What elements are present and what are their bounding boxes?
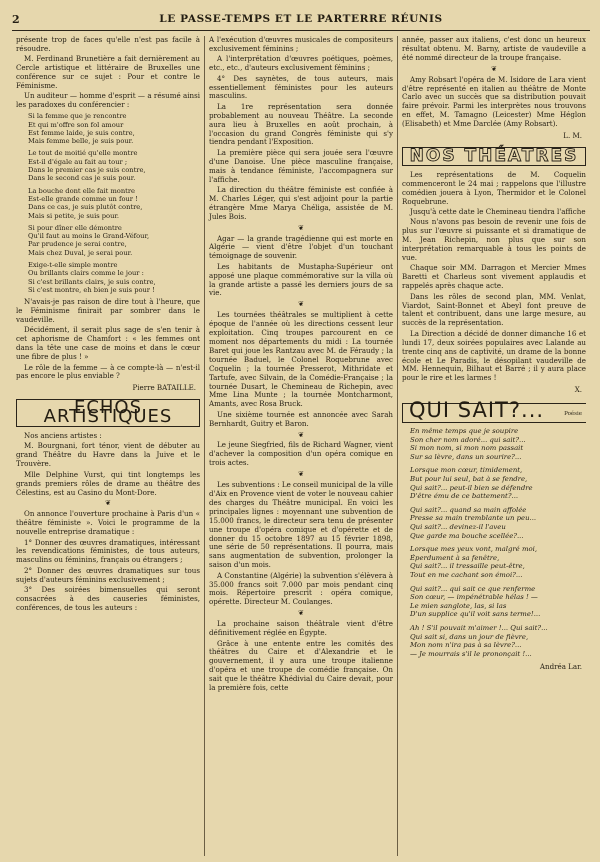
poem-line: Qui sait?... devinez-il l'aveu: [410, 522, 506, 531]
signature: X.: [574, 385, 582, 395]
paragraph: Les tournées théâtrales se multiplient à cette époque de l'année où les directions cessent leur exploitation. Cinq troupes parcourent en ce moment nos départements du midi : La tournée Baret qui joue les Rantzau avec M. de Féraudy ; la tournée Baduel, le Colonel Roquebrune avec Coquelin ; la tournée Presserot, Mithridate et Tartufe, avec Silvain, de la Comédie-Française ; la tournée Dusart, le Chemineau de Richepin, avec Mme Lina Munte ; la tournée Montcharmont, Amants, avec Rosa Bruck.: [209, 310, 393, 409]
poem-line: But pour lui seul, bat à se fendre,: [410, 475, 528, 483]
poem-line: Le mien sanglote, las, si las: [410, 601, 507, 610]
paragraph: Le jeune Siegfried, fils de Richard Wagner, vient d'achever la composition d'un opéra comique en trois actes.: [209, 440, 393, 468]
signature: Pierre BATAILLE.: [132, 383, 196, 393]
page-header: [12, 8, 590, 31]
poem-line: D'un supplice qu'il voit sans terme!...: [410, 610, 541, 619]
poem-line: Est-elle grande comme un four !: [28, 194, 138, 203]
paragraph: Chaque soir MM. Darragon et Mercier Mmes Baretti et Charleus sont vivement applaudis et rappelés après chaque acte.: [402, 263, 586, 291]
paragraph: A l'exécution d'œuvres musicales de compositeurs exclusivement féminins ;: [209, 36, 393, 53]
paragraph: Le rôle de la femme — à ce compte-là — n'est-il pas encore le plus enviable ?: [16, 362, 200, 381]
poem-stanza: [28, 187, 200, 220]
poem-line: Si mon nom, si mon nom passait: [410, 444, 524, 453]
paragraph: La direction du théâtre féministe est confiée à M. Charles Léger, qui s'est adjoint pour la partie étrangère Mme Marya Chéliga, assistée de M. Jules Bois.: [209, 185, 393, 221]
paragraph: présente trop de faces qu'elle n'est pas facile à résoudre.: [16, 36, 200, 53]
paragraph: Amy Robsart l'opéra de M. Isidore de Lara vient d'être représenté en italien au théâtre de Monte Carlo avec un succès que sa distribution pouvait faire prévoir. Parmi les interprètes nous trouvons en effet, M. Tamagno (Leicester) Mme Héglon (Elisabeth) et Mme Darclée (Amy Robsart).: [402, 74, 586, 129]
poem-stanza: [28, 112, 200, 145]
qui-sait-note: Poésie: [564, 411, 582, 418]
paragraph: Jusqu'à cette date le Chemineau tiendra l'affiche: [410, 207, 586, 216]
poem-line: Si c'est montre, eh bien je suis pour !: [28, 285, 155, 294]
poem-line: Lorsque mon cœur, timidement,: [410, 466, 523, 475]
poem-stanza: [28, 149, 200, 182]
poem-line: Dans ce cas, je suis plutôt contre,: [28, 203, 143, 212]
paragraph: La première pièce qui sera jouée sera l'œuvre d'une Danoise. Une pièce masculine française, mais à tendance féministe, l'accompagnera sur l'affiche.: [209, 147, 393, 184]
poem-line: Ou brillants clairs comme le jour :: [28, 269, 144, 278]
poem-line: Mon nom n'ira pas à sa lèvre?...: [410, 641, 522, 650]
poem-line: Est-il d'égale au fait au tour ;: [28, 157, 128, 166]
paragraph: 4° Des saynètes, de tous auteurs, mais essentiellement féministes pour les auteurs masculins.: [209, 73, 393, 101]
qui-sait-poem: [410, 427, 586, 658]
poem-line: Mais femme belle, je suis pour.: [28, 137, 134, 146]
paragraph: Une sixième tournée est annoncée avec Sarah Bernhardt, Guitry et Baron.: [209, 409, 393, 428]
paragraph: 2° Donner des œuvres dramatiques sur tous sujets d'auteurs féminins exclusivement ;: [16, 565, 200, 584]
section-title-echos: ECHOS ARTISTIQUES: [16, 399, 200, 427]
paragraph: année, passer aux italiens, c'est donc un heureux résultat obtenu. M. Barny, artiste de vaudeville a été nommé directeur de la troupe française.: [402, 36, 586, 62]
poem-line: Par prudence je serai contre,: [28, 240, 127, 249]
paragraph: A l'interprétation d'œuvres poétiques, poèmes, etc., etc., d'auteurs exclusivement féminins ;: [209, 54, 393, 73]
paragraph: Grâce à une entente entre les comités des théâtres du Caire et d'Alexandrie et le gouvernement, il y aura une troupe italienne d'opéra et une troupe de comédie française. On sait que le théâtre Khédivial du Caire devait, pour la première fois, cette: [209, 638, 393, 693]
column-2: [204, 36, 397, 856]
poem-stanza: [410, 427, 586, 461]
ornament-separator: ❦: [298, 470, 304, 479]
signature: L. M.: [563, 131, 582, 141]
qui-sait-title: QUI SAIT?...: [409, 398, 545, 423]
poem-line: Dans le premier cas je suis contre,: [28, 166, 146, 175]
poem-line: Éperdument à sa fenêtre,: [410, 553, 500, 562]
poem-line: La bouche dont elle fait montre: [28, 186, 135, 195]
poem-line: Dans le second cas je suis pour.: [28, 174, 136, 183]
paragraph: 1° Donner des œuvres dramatiques, intéressant les revendications féministes, de tous auteurs, masculins ou féminins, français ou étrangers ;: [16, 537, 200, 565]
poem-line: Exige-t-elle simple montre: [28, 261, 118, 269]
contre-pour-poem: [28, 112, 200, 294]
paragraph: M. Ferdinand Brunetière a fait dernièrement au Cercle artistique et littéraire de Bruxelles une conférence sur ce sujet : Pour et contre le Féminisme.: [16, 54, 200, 91]
poem-line: Mais chez Duval, je serai pour.: [28, 248, 133, 257]
poem-stanza: [28, 261, 200, 294]
paragraph: Agar — la grande tragédienne qui est morte en Algérie — vient d'être l'objet d'un touchant témoignage de souvenir.: [209, 233, 393, 261]
poem-stanza: [410, 545, 586, 579]
paragraph: Un auditeur — homme d'esprit — a résumé ainsi les paradoxes du conférencier :: [16, 91, 200, 110]
poem-line: Ah ! S'il pouvait m'aimer !... Qui sait?...: [410, 623, 548, 632]
poem-stanza: [410, 624, 586, 658]
paragraph: A Constantine (Algérie) la subvention s'élèvera à 35.000 francs soit 7.000 par mois pendant cinq mois. Répertoire prescrit : opéra comique, opérette. Directeur M. Coulanges.: [209, 570, 393, 607]
poem-stanza: [410, 585, 586, 619]
poem-line: Presse sa main tremblante un peu...: [410, 514, 537, 523]
poem-line: — Je mourrais s'il le prononçait !...: [410, 649, 532, 658]
signature: Andréa Lar.: [539, 662, 582, 672]
poem-line: Si c'est brillants clairs, je suis contre,: [28, 277, 156, 286]
poem-stanza: [28, 224, 200, 257]
poem-line: Son cher nom adoré... qui sait?...: [410, 435, 526, 444]
poem-line: D'être ému de ce battement?...: [410, 492, 519, 501]
paragraph: Dans les rôles de second plan, MM. Venlat, Viardot, Saint-Bonnet et Abeyl font preuve de talent et contribuent, dans une large mesure, au succès de la représentation.: [402, 291, 586, 328]
poem-line: Qu'il faut au moins le Grand-Véfour,: [28, 232, 150, 241]
paragraph: N'avais-je pas raison de dire tout à l'heure, que le Féminisme finirait par sombrer dans le vaudeville.: [16, 297, 200, 324]
page-number: 2: [12, 12, 20, 26]
poem-line: Tout en me cachant son émoi?...: [410, 570, 523, 579]
poem-line: Qui sait?... qui sait ce que renferme: [410, 584, 536, 593]
paragraph: Mlle Delphine Vurst, qui tint longtemps les grands premiers rôles de drame au théâtre des Célestins, est au Casino du Mont-Dore.: [16, 469, 200, 497]
paragraph: Nos anciens artistes :: [24, 431, 102, 441]
paragraph: Les subventions : Le conseil municipal de la ville d'Aix en Provence vient de voter le nouveau cahier des charges du Théâtre municipal. En voici les principales lignes : moyennant une subvention de 15.000 francs, le directeur sera tenu de présenter une troupe d'opéra comique et d'opérette et de donner du 15 octobre 1897 au 15 février 1898, une série de 50 représentations. Il pourra, mais sans augmentation de subvention, prolonger la saison d'un mois.: [209, 480, 393, 570]
poem-line: Son cœur, — impénétrable hélas ! —: [410, 593, 538, 602]
ornament-separator: ❦: [298, 430, 304, 439]
poem-stanza: [410, 466, 586, 500]
columns: [12, 36, 590, 856]
poem-line: Qui sait?... il tressaille peut-être,: [410, 562, 525, 571]
section-title-nos-theatres: NOS THÉATRES: [402, 147, 586, 166]
poem-line: Qui sait?... peut-il bien se défendre: [410, 483, 533, 492]
poem-line: Que garde ma bouche scellée?...: [410, 531, 524, 540]
poem-line: Le tout de moitié qu'elle montre: [28, 149, 138, 158]
ornament-separator: ❦: [298, 300, 304, 309]
paragraph: Décidément, il serait plus sage de s'en tenir à cet aphorisme de Chamfort : « les femmes ont dans la tête une case de moins et dans le cœur une fibre de plus ! »: [16, 325, 200, 362]
poem-line: Si pour dîner elle démontre: [28, 223, 122, 232]
journal-title: LE PASSE-TEMPS ET LE PARTERRE RÉUNIS: [159, 13, 443, 25]
paragraph: 3° Des soirées bimensuelles qui seront consacrées à des causeries féministes, conférences, de tous les auteurs :: [16, 585, 200, 612]
poem-stanza: [410, 506, 586, 540]
poem-line: Et qui m'offre son fol amour: [28, 120, 124, 129]
paragraph: La prochaine saison théâtrale vient d'être définitivement réglée en Égypte.: [209, 619, 393, 638]
qui-sait-heading: [402, 398, 586, 423]
paragraph: La 1re représentation sera donnée probablement au nouveau Théâtre. La seconde aura lieu à Bruxelles en août prochain, à l'occasion du grand Congrès féministe qui s'y tiendra pendant l'Exposition.: [209, 101, 393, 147]
column-1: [12, 36, 204, 856]
paragraph: Les représentations de M. Coquelin commenceront le 24 mai ; rappelons que l'illustre comédien jouera à Lyon, Thermidor et le Colonel Roquebrune.: [402, 169, 586, 206]
paragraph: M. Bourgnani, fort ténor, vient de débuter au grand Théâtre du Havre dans la Juive et le Trouvère.: [16, 441, 200, 469]
ornament-separator: ❦: [298, 609, 304, 618]
paragraph: La Direction a décidé de donner dimanche 16 et lundi 17, deux soirées populaires avec Lalande au trente cinq ans de captivité, un drame de la bonne école et Le Paradis, le désopilant vaudeville de MM. Hennequin, Bilhaut et Barré ; il y aura place pour le rire et les larmes !: [402, 328, 586, 383]
poem-line: Lorsque mes yeux vont, malgré moi,: [410, 545, 538, 554]
ornament-separator: ❦: [491, 64, 497, 73]
paragraph: Nous n'avons pas besoin de revenir une fois de plus sur l'œuvre si puissante et si dramatique de M. Jean Richepin, non plus que sur son interprétation remarquable à tous les points de vue.: [402, 217, 586, 263]
poem-line: En même temps que je soupire: [410, 427, 519, 436]
poem-line: Est femme laide, je suis contre,: [28, 128, 135, 137]
ornament-separator: ❦: [298, 223, 304, 232]
paragraph: Les habitants de Mustapha-Supérieur ont apposé une plaque commémorative sur la villa où la grande artiste a passé les derniers jours de sa vie.: [209, 261, 393, 298]
poem-line: Mais si petite, je suis pour.: [28, 211, 119, 220]
paragraph: On annonce l'ouverture prochaine à Paris d'un « théâtre féministe ». Voici le programme de la nouvelle entreprise dramatique :: [16, 509, 200, 537]
poem-line: Si la femme que je rencontre: [28, 112, 127, 121]
column-3: [397, 36, 590, 856]
poem-line: Qui sait?... quand sa main affolée: [410, 505, 527, 514]
poem-line: Sur sa lèvre, dans un sourire?...: [410, 452, 522, 461]
poem-line: Qui sait si, dans un jour de fièvre,: [410, 632, 529, 641]
ornament-separator: ❦: [105, 499, 111, 508]
